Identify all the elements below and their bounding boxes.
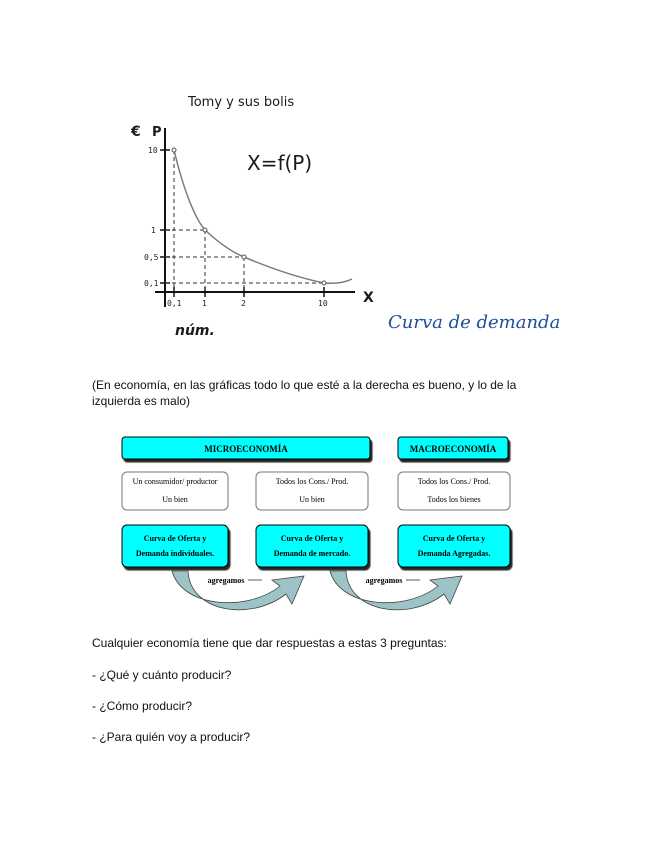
macro-header-text: MACROECONOMÍA	[409, 444, 497, 454]
curve-box-line1: Curva de Oferta y	[280, 534, 344, 543]
curve-box	[398, 525, 510, 567]
x-tick-label: 2	[241, 299, 246, 308]
x-unit-note: núm.	[175, 323, 215, 339]
scope-box-line2: Un bien	[299, 495, 325, 504]
curve-box-line2: Demanda de mercado.	[273, 549, 351, 558]
questions-intro: Cualquier economía tiene que dar respuestas a estas 3 preguntas:	[92, 636, 447, 650]
scope-box-line1: Un consumidor/ productor	[132, 477, 218, 486]
curve-caption: Curva de demanda	[388, 312, 561, 333]
question-item: - ¿Cómo producir?	[92, 699, 193, 713]
y-tick-label: 1	[151, 226, 156, 235]
question-item: - ¿Para quién voy a producir?	[92, 730, 251, 744]
curve-box	[256, 525, 368, 567]
question-item: - ¿Qué y cuánto producir?	[92, 668, 232, 682]
y-tick-label: 0,1	[144, 279, 159, 288]
scope-box-line2: Todos los bienes	[427, 495, 481, 504]
graph-title: Tomy y sus bolis	[188, 95, 295, 110]
x-tick-label: 1	[202, 299, 207, 308]
y-tick-label: 0,5	[144, 253, 159, 262]
x-axis-label: X	[363, 290, 374, 306]
micro-header-text: MICROECONOMÍA	[204, 444, 288, 454]
y-axis-label: P	[152, 125, 162, 140]
curve-box-line1: Curva de Oferta y	[143, 534, 207, 543]
y-axis-currency: €	[131, 124, 141, 140]
arrow-label: agregamos	[365, 576, 403, 585]
paragraph-right-left-note: (En economía, en las gráficas todo lo que esté a la derecha es bueno, y lo de la izquierda es malo)	[92, 378, 517, 408]
curve-box-line1: Curva de Oferta y	[422, 534, 486, 543]
arrow-label: agregamos	[207, 576, 245, 585]
x-tick-label: 0,1	[167, 299, 182, 308]
scope-box-line1: Todos los Cons./ Prod.	[275, 477, 349, 486]
y-tick-label: 10	[148, 146, 158, 155]
curve-box-line2: Demanda Agregadas.	[417, 549, 491, 558]
scope-box-line2: Un bien	[162, 495, 188, 504]
curve-box	[122, 525, 228, 567]
formula: X=f(P)	[247, 151, 313, 175]
x-tick-label: 10	[318, 299, 328, 308]
scope-box-line1: Todos los Cons./ Prod.	[417, 477, 491, 486]
curve-box-line2: Demanda individuales.	[135, 549, 215, 558]
